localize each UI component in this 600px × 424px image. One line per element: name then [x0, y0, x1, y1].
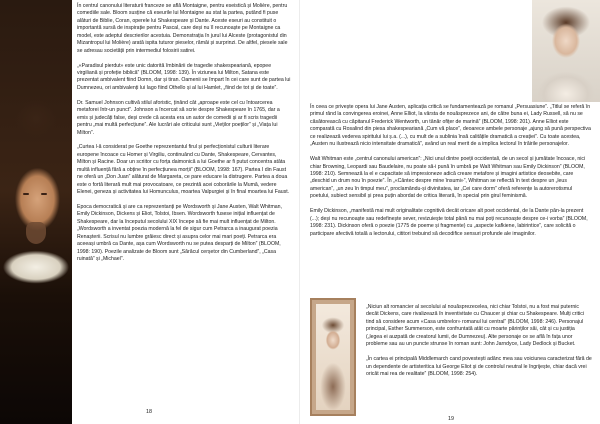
framed-portrait-inner	[316, 304, 350, 410]
paragraph: „În cartea ei principală Middlemarch cand povestești adânc mea sau voiciunea caracterizat fără de un dependente de artisteritica lui George Eliot și de controlul neutral le îngrijește, chiar dacă vrei oricât mai rea de realitate” (BLOOM, 1998: 254).	[366, 356, 592, 378]
paragraph: „Curtea l-ă considerat pe Goethe reprezentantul firul și perfecționistul culturii literare europene încoace cu Homer și Virgiliu, continuând cu Dante, Shakespeare, Cervantes, Milton și Racine. Doar un scriitor cu forța daimonică a lui Goethe ar fi putut concentra atâta multă influență fără a obține în perfecțiunea morții” (BLOOM, 1998: 167). Partea I din Faust ne oferă un „Don Juan” alăturat de Margareta, ce pare educare la distrugere. Partea a doua este o fortă literară mult mai provocatoare, ce prezintă acei coborârile la Mumă, vedere Elenei, geneza și activitatea lui Homunculus, moartea Valpurgiei și în final moartea lui Faust.	[77, 144, 290, 196]
paragraph: „Niciun alt romancier al secolului al nouăsprezecelea, nici chiar Tolstoi, nu a fost mai puternic decât Dickens, care rivalizează în inventivitate cu Chaucer și chiar cu Shakespeare. Mulți critici tind să considere acum «Casa umbrelor» romanul lui central” (BLOOM, 1998: 246). Personajul principal, Esther Summerson, este confruntată atât cu moarte părinților săi, cât și cu justiția („legea ei auzpată de creatorul lumii, de Dumnezeu). Alte personaje ce se află în fața unor probleme sau au un puncte strunse în roman sunt: John Jarndyce, Lady Dedlock și Bucket.	[366, 304, 584, 348]
right-text-column	[310, 104, 592, 238]
paragraph: Dr. Samuel Johnson cultivă stilul aforistic, ținând cât „aproape este cel cu întoarcerea metaforei într-un punct”. Johnson a încercat să scrie despre Shakespeare în 1765, dar a emis și judecăți false, deși crede că acesta era un autor de comedii și ar fi scris tragedii pentru „mai multă perfecțiune”. Ale lucrări ale criticului sunt „Vieților poeților” și „Viața lui Milton”.	[77, 99, 280, 136]
portrait-eye	[41, 193, 47, 195]
paragraph: Emily Dickinson, „manifestă mai mult originalitate cognitivă decât oricare alt poet occidental, de la Dante pân-la prezent (...); deși nu recunoaște sau redefinește sever, revizuiește total până nu mai poți recunoaște despre ce-i vorba” (BLOOM, 1998: 231). Dickinson oferă o poezie (1775 de poeme și fragmente) cu „aspecte kafkiene, labirintice”, care solicită o participare afectivă totală a lectorului, cititori trebuind să decodifice sensuri profunde ale imaginilor.	[310, 208, 588, 237]
paragraph: Walt Whitman este „centrul canonului american”: „Nici unul dintre poeții occidentali, de un secol și jumătate încoace, nici chiar Browning, Leopardi sau Baudelaire, nu poate să-i pună în umbră pe Walt Whitman sau Emily Dickinson” (BLOOM, 1998: 210). Semnează la el e capacitate să impresioneze adică creare metafore și imagini artistice deosebite, care „deschid un drum nou în poezie”. În „«Cântec despre mine însumi»”, Whitman se reflectă în text despre un „leus american”, „un zeu în timpul meu”, proclamându-și divinitatea, iar „Cei care dorm” oferă referențe la autorerotismul poetului, subiect sensibil și prea puțin abordat de critica literară, în special prin girul feminismă.	[310, 156, 586, 200]
page-number-right: 19	[448, 416, 454, 422]
paragraph: Epoca democratică și are ca reprezentanți pe Wordsworth și Jane Austen, Walt Whitman, Emily Dickinson, Dickens și Eliot, Tolstoi, Ibsen. Wordsworth fusese inițial influențat de Shakespeare, dar la începutul secolului XIX începe să fie mai mult influențat de Milton. „Wordsworth a inventat poezia modernă la fel de sigur cum Petrarca a inaugurat poezia Renașterii. Scrisul nu lumbre grăiesc direct și asupra celor mai mari poeți. Petrarca era aceeași umbră ca Dante, așa cum Wordsworth nu se putea desparți de Milton” (BLOOM, 1998: 190). Poezile analizate de Bloom sunt „Sărăcul cerșetor din Cumberland”, „Casa ruinată” și „Michael”.	[77, 203, 282, 263]
portrait-beard	[26, 222, 46, 244]
austen-portrait	[532, 0, 600, 102]
paragraph: „«Paradisul pierdut» este unic datorită îmbinării de tragedie shakespeariană, epopee virgiliană și profeție biblică” (BLOOM, 1998: 139). În viziunea lui Milton, Satana este prezentat ambivalent fiind Domn, dar și tiran. Oamenii se împart în cei care sunt de partea lui Dumnezeu, ori ambivalenți lui Iago fiind Othello și al lui Hamlet, „fiind de tot și de toate”.	[77, 62, 291, 91]
portrait-eye	[23, 193, 29, 195]
paragraph: În centrul canonului literaturii franceze se află Montaigne, pentru eseistică și Molière, pentru comediile sale. Bloom susține că eseurile lui Montaigne au stat la partea, putând fi puse alături de Biblie, Coran, operele lui Shakespeare și Dante. Aceste eseuri au constituit o importantă sursă de inspirație pentru Pascal, care deși nu îl recunoaște pe Montaigne ca model, este adeptul descrierilor acestuia. Demonstrația în jurul lui Alceste (protagonistul din Mizantropul lui Molière) arată ispita tuturor pieselor, rămâi și surprinzi. De altfel, piesele sale se adresau societății prin intermediul folosirii satirei.	[77, 3, 288, 54]
page-number-left: 18	[146, 409, 152, 415]
montaigne-portrait	[0, 0, 72, 424]
left-text-column	[77, 3, 291, 264]
right-bottom-text-column	[366, 304, 592, 378]
paragraph: În ceea ce privește opera lui Jane Austen, aplicația critică se fundamentează pe romanul „Persuasiune”. „Titlul se referă în primul rând la convingerea eroinei, Anne Elliot, la vârsta de nouăsprezece ani, de către buna ei, Lady Russell, să nu se căsătorească cu căpitanul Frederick Wentworth, un tânăr ofițer de marină” (BLOOM, 1998: 201). Anne Elliot este comparată cu Rosalind din piesa shakespeariană „Cum vă place”, deoarece ambele personaje „ajung să pună perspectiva ce realizează vederea spiritului lui ș.a. (...), cu mult de a sublinia însă calitățile dramatică a creației”. Cu toate acestea, „Austen nu ilustrează nicio intensitate dramatică”, având un real merit de a implica lectorul în trăirile personajelor.	[310, 104, 591, 148]
framed-portrait-image	[310, 298, 356, 416]
